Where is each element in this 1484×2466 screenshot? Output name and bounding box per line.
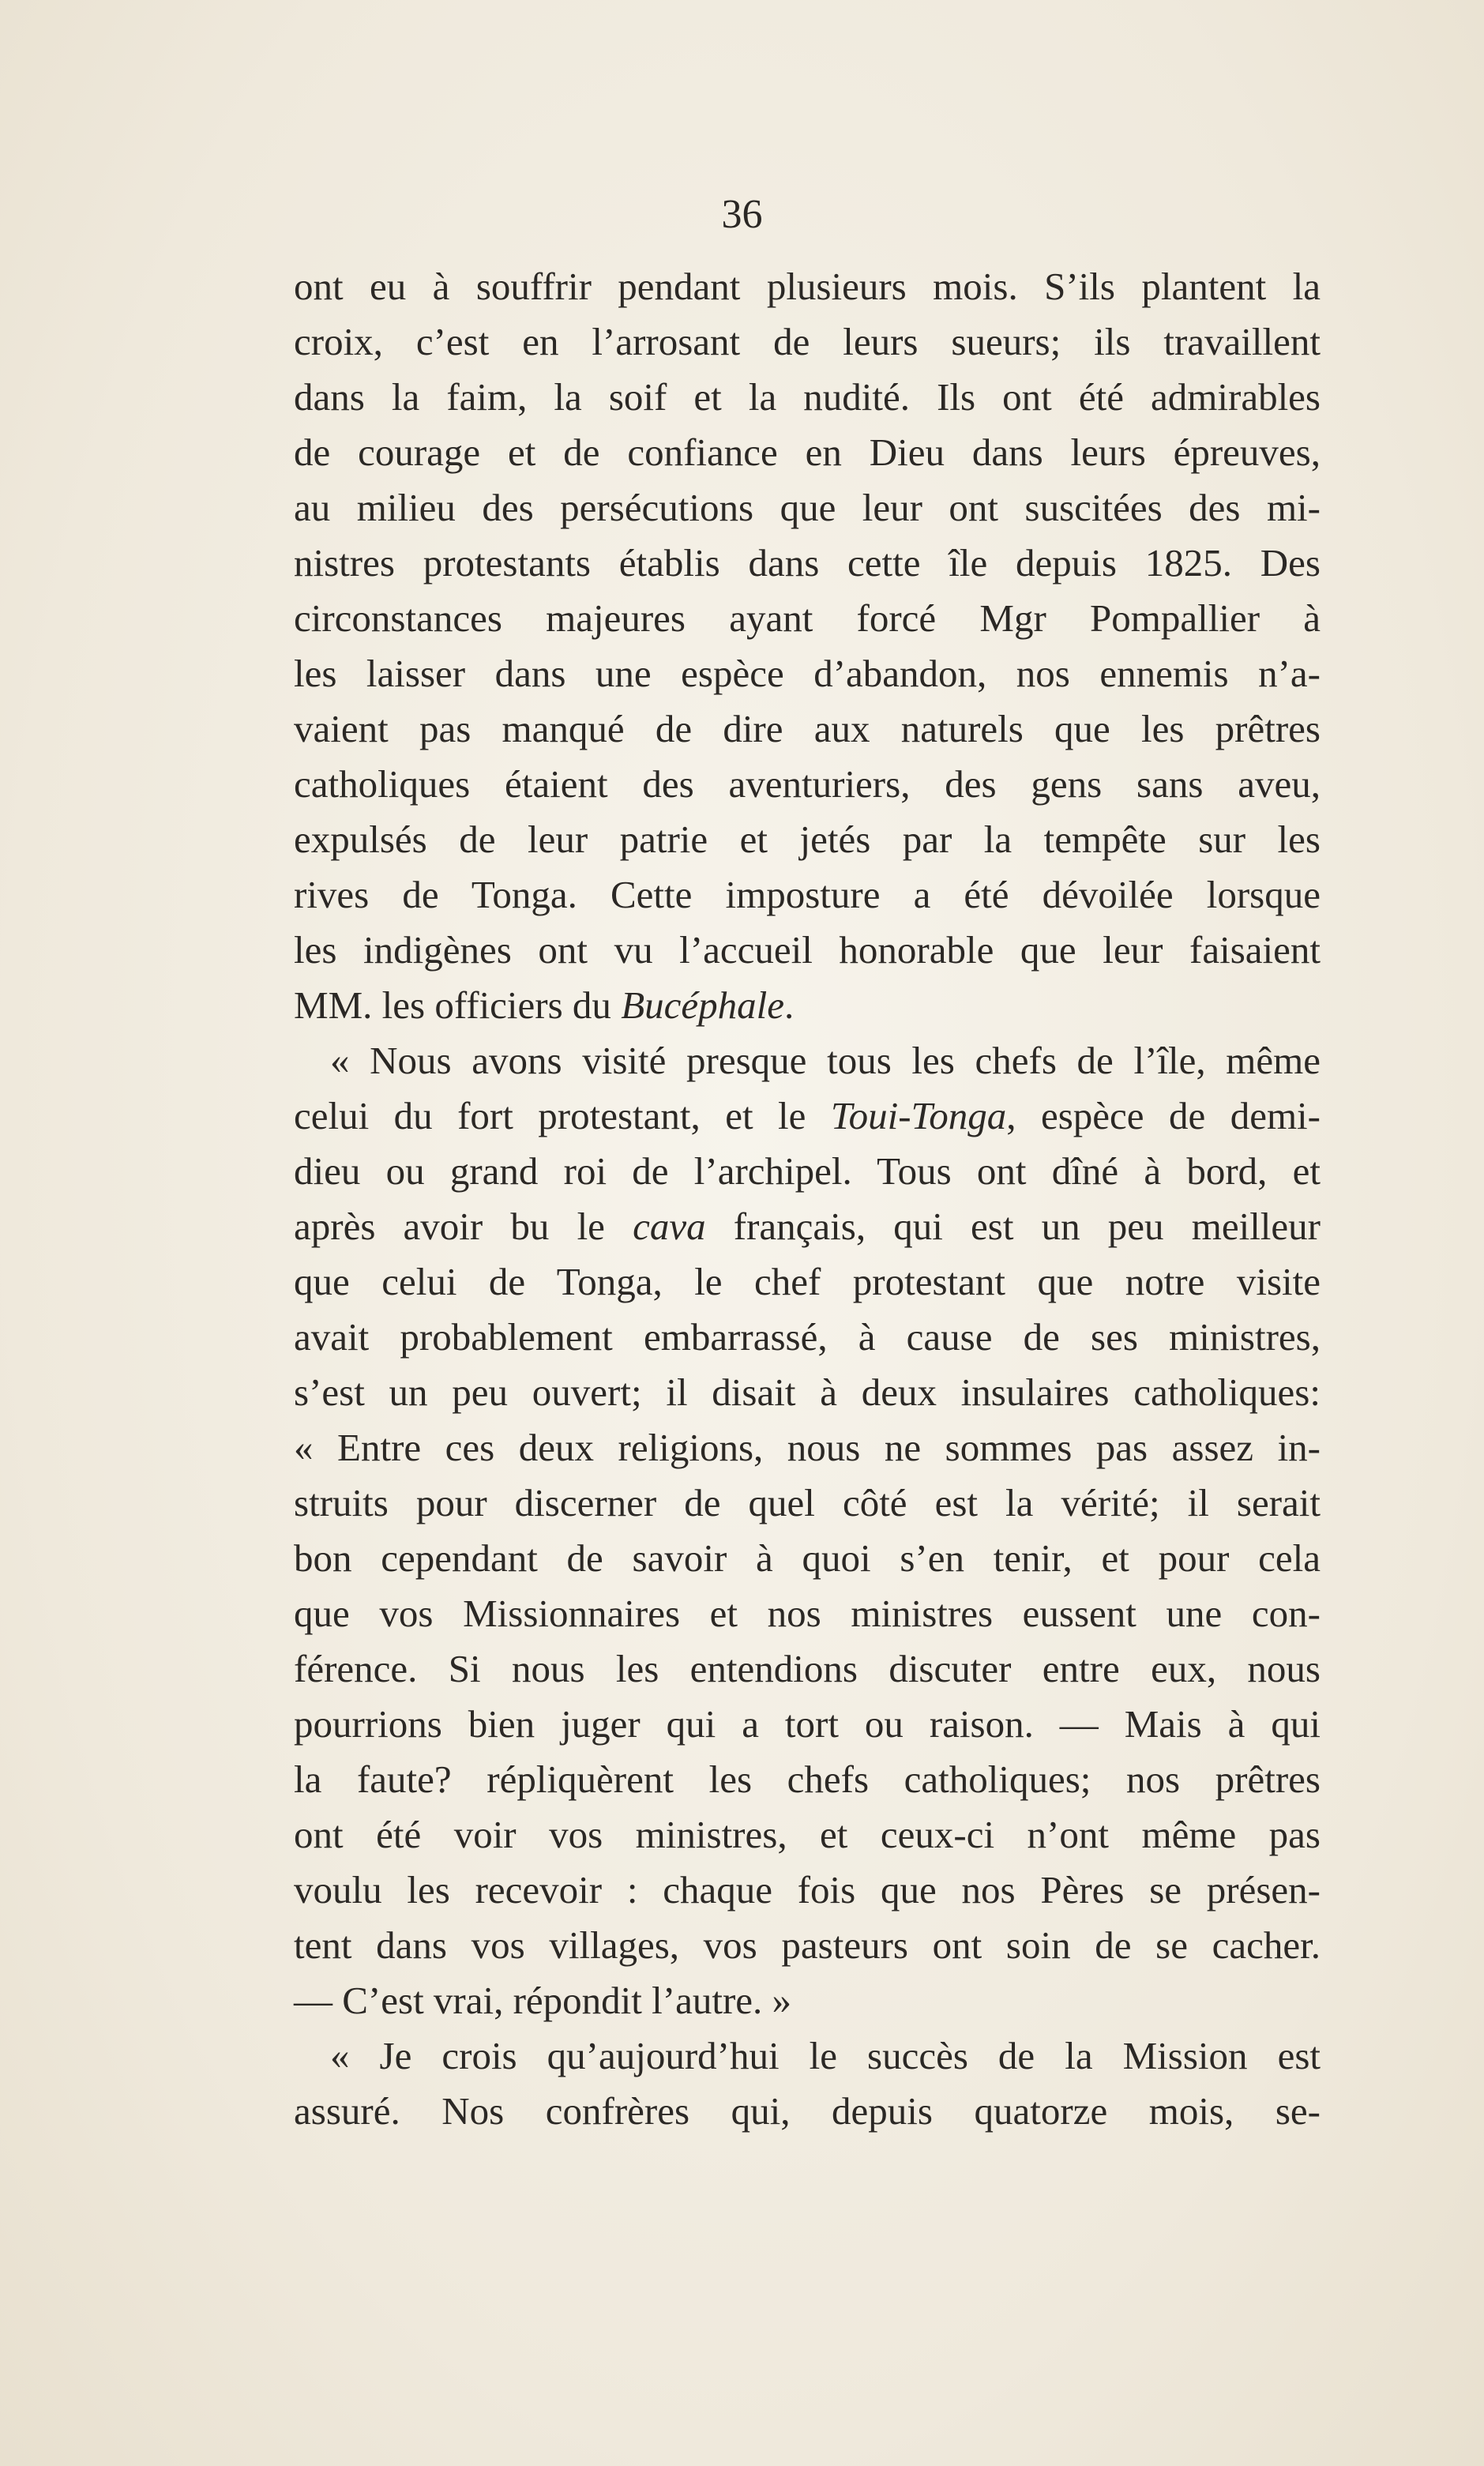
text-segment: après avoir bu le xyxy=(294,1205,633,1248)
text-line: « Je crois qu’aujourd’hui le succès de la Mission est xyxy=(330,2034,1321,2077)
page-number: 36 xyxy=(721,192,763,237)
text-line: ont eu à souffrir pendant plusieurs mois. S’ils plantent la xyxy=(294,265,1321,308)
text-line: au milieu des persécutions que leur ont suscitées des mi- xyxy=(294,486,1321,529)
ship-name: Bucéphale xyxy=(621,983,784,1027)
text-segment: français, qui est un peu meilleur xyxy=(705,1205,1321,1248)
text-line: férence. Si nous les entendions discuter entre eux, nous xyxy=(294,1647,1321,1690)
title-term: Toui-Tonga xyxy=(830,1094,1007,1137)
text-line: bon cependant de savoir à quoi s’en tenir, et pour cela xyxy=(294,1536,1321,1580)
text-segment: , espèce de demi- xyxy=(1006,1094,1321,1137)
text-line: les indigènes ont vu l’accueil honorable que leur faisaient xyxy=(294,928,1321,972)
text-line: la faute? répliquèrent les chefs catholiques; nos prêtres xyxy=(294,1757,1321,1801)
drink-term: cava xyxy=(633,1205,706,1248)
text-line: ont été voir vos ministres, et ceux-ci n’ont même pas xyxy=(294,1813,1321,1856)
text-line: vaient pas manqué de dire aux naturels que les prêtres xyxy=(294,707,1321,750)
text-line: voulu les recevoir : chaque fois que nos Pères se présen- xyxy=(294,1868,1321,1912)
text-line: s’est un peu ouvert; il disait à deux insulaires catholiques: xyxy=(294,1370,1321,1414)
text-line: struits pour discerner de quel côté est la vérité; il serait xyxy=(294,1481,1321,1524)
text-segment: . xyxy=(783,983,795,1027)
text-line: tent dans vos villages, vos pasteurs ont soin de se cacher. xyxy=(294,1923,1321,1967)
text-line: croix, c’est en l’arrosant de leurs sueurs; ils travaillent xyxy=(294,320,1321,363)
text-line: rives de Tonga. Cette imposture a été dévoilée lorsque xyxy=(294,873,1321,916)
text-line xyxy=(294,1088,1321,1144)
text-line: dans la faim, la soif et la nudité. Ils ont été admirables xyxy=(294,375,1321,419)
text-line: — C’est vrai, répondit l’autre. » xyxy=(294,1979,792,2022)
text-segment: MM. les officiers du xyxy=(294,983,622,1027)
text-line xyxy=(294,978,1321,1033)
text-segment: celui du fort protestant, et le xyxy=(294,1094,831,1137)
text-line: circonstances majeures ayant forcé Mgr Pompallier à xyxy=(294,596,1321,640)
text-line: « Entre ces deux religions, nous ne sommes pas assez in- xyxy=(294,1426,1321,1469)
text-line: pourrions bien juger qui a tort ou raison. — Mais à qui xyxy=(294,1702,1321,1746)
text-line: nistres protestants établis dans cette île depuis 1825. Des xyxy=(294,541,1321,585)
text-line: les laisser dans une espèce d’abandon, nos ennemis n’a- xyxy=(294,652,1321,695)
text-line: dieu ou grand roi de l’archipel. Tous ont dîné à bord, et xyxy=(294,1149,1321,1193)
text-line: assuré. Nos confrères qui, depuis quatorze mois, se- xyxy=(294,2089,1321,2133)
text-line: que celui de Tonga, le chef protestant que notre visite xyxy=(294,1260,1321,1303)
text-line: avait probablement embarrassé, à cause de ses ministres, xyxy=(294,1315,1321,1359)
text-line: « Nous avons visité presque tous les chefs de l’île, même xyxy=(330,1039,1321,1082)
text-line: de courage et de confiance en Dieu dans leurs épreuves, xyxy=(294,430,1321,474)
text-line: catholiques étaient des aventuriers, des gens sans aveu, xyxy=(294,762,1321,806)
text-line xyxy=(294,1199,1321,1254)
text-line: que vos Missionnaires et nos ministres eussent une con- xyxy=(294,1592,1321,1635)
text-line: expulsés de leur patrie et jetés par la tempête sur les xyxy=(294,818,1321,861)
body-text xyxy=(294,259,1321,2139)
